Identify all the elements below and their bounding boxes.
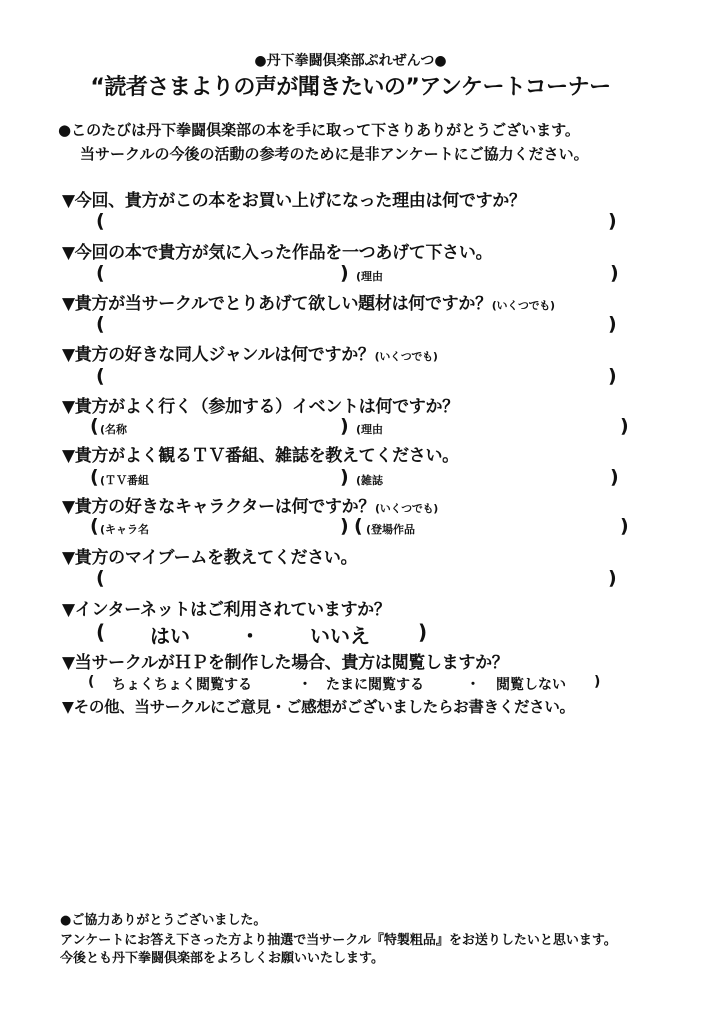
q4-open-paren: ( bbox=[96, 365, 105, 387]
q2-mid-paren: ) bbox=[340, 262, 349, 284]
q6-tv-label: (ＴＶ番組 bbox=[100, 474, 150, 487]
option-no[interactable]: いいえ bbox=[310, 624, 370, 648]
question-3: ▼貴方が当サークルでとりあげて欲しい題材は何ですか？(いくつでも) bbox=[62, 294, 555, 314]
q6-close-paren: ) bbox=[610, 466, 619, 488]
q7-work-label: (登場作品 bbox=[366, 523, 416, 536]
question-10: ▼当サークルがＨＰを制作した場合、貴方は閲覧しますか？ bbox=[62, 653, 509, 673]
question-2: ▼今回の本で貴方が気に入った作品を一つあげて下さい。 bbox=[62, 243, 493, 263]
q5-open-paren: ( bbox=[90, 415, 99, 437]
question-8: ▼貴方のマイブームを教えてください。 bbox=[62, 548, 358, 568]
closing-line-3: 今後とも丹下拳闘倶楽部をよろしくお願いいたします。 bbox=[60, 951, 384, 966]
q10-open-paren: ( bbox=[88, 674, 95, 690]
option-separator: ・ bbox=[240, 624, 260, 648]
q7-mid-open-paren: ( bbox=[354, 515, 363, 537]
q4-close-paren: ) bbox=[608, 365, 617, 387]
q3-open-paren: ( bbox=[96, 313, 105, 335]
q10-close-paren: ) bbox=[594, 674, 601, 690]
q2-reason-label: (理由 bbox=[356, 270, 384, 283]
q3-close-paren: ) bbox=[608, 313, 617, 335]
q6-open-paren: ( bbox=[90, 466, 99, 488]
intro-line-1: ●このたびは丹下拳闘倶楽部の本を手に取って下さりありがとうございます。 bbox=[58, 121, 580, 139]
page-title: “読者さまよりの声が聞きたいの”アンケートコーナー bbox=[90, 75, 611, 100]
q7-close-paren: ) bbox=[620, 515, 629, 537]
q6-magazine-label: (雑誌 bbox=[356, 474, 384, 487]
q5-mid-paren: ) bbox=[340, 415, 349, 437]
question-1: ▼今回、貴方がこの本をお買い上げになった理由は何ですか？ bbox=[62, 191, 526, 211]
q5-reason-label: (理由 bbox=[356, 423, 384, 436]
q8-close-paren: ) bbox=[608, 567, 617, 589]
q1-open-paren: ( bbox=[96, 210, 105, 232]
option-often[interactable]: ちょくちょく閲覧する bbox=[112, 677, 252, 693]
q7-open-paren: ( bbox=[90, 515, 99, 537]
question-9: ▼インターネットはご利用されていますか？ bbox=[62, 600, 391, 620]
option-sep-2: ・ bbox=[466, 677, 480, 693]
intro-line-2: 当サークルの今後の活動の参考のために是非アンケートにご協力ください。 bbox=[80, 145, 589, 163]
q9-open-paren: ( bbox=[96, 620, 106, 644]
question-11: ▼その他、当サークルにご意見・ご感想がございましたらお書きください。 bbox=[62, 698, 575, 716]
option-yes[interactable]: はい bbox=[150, 624, 190, 648]
option-sep-1: ・ bbox=[298, 677, 312, 693]
q2-close-paren: ) bbox=[610, 262, 619, 284]
q8-open-paren: ( bbox=[96, 567, 105, 589]
closing-line-1: ●ご協力ありがとうございました。 bbox=[60, 913, 267, 928]
question-7: ▼貴方の好きなキャラクターは何ですか？(いくつでも) bbox=[62, 497, 439, 517]
question-6: ▼貴方がよく観るＴＶ番組、雑誌を教えてください。 bbox=[62, 446, 459, 466]
q6-mid-paren: ) bbox=[340, 466, 349, 488]
q9-close-paren: ) bbox=[418, 620, 428, 644]
q5-close-paren: ) bbox=[620, 415, 629, 437]
q1-close-paren: ) bbox=[608, 210, 617, 232]
option-never[interactable]: 閲覧しない bbox=[496, 677, 566, 693]
closing-line-2: アンケートにお答え下さった方より抽選で当サークル『特製粗品』をお送りしたいと思います。 bbox=[60, 933, 617, 948]
question-5: ▼貴方がよく行く（参加する）イベントは何ですか？ bbox=[62, 397, 459, 417]
q2-open-paren: ( bbox=[96, 262, 105, 284]
q7-mid-paren: ) bbox=[340, 515, 349, 537]
question-4: ▼貴方の好きな同人ジャンルは何ですか？(いくつでも) bbox=[62, 345, 438, 365]
page-subtitle: ●丹下拳闘倶楽部ぷれぜんつ● bbox=[254, 53, 447, 69]
option-sometimes[interactable]: たまに閲覧する bbox=[326, 677, 424, 693]
q5-name-label: (名称 bbox=[100, 423, 128, 436]
q7-character-label: (キャラ名 bbox=[100, 523, 150, 536]
